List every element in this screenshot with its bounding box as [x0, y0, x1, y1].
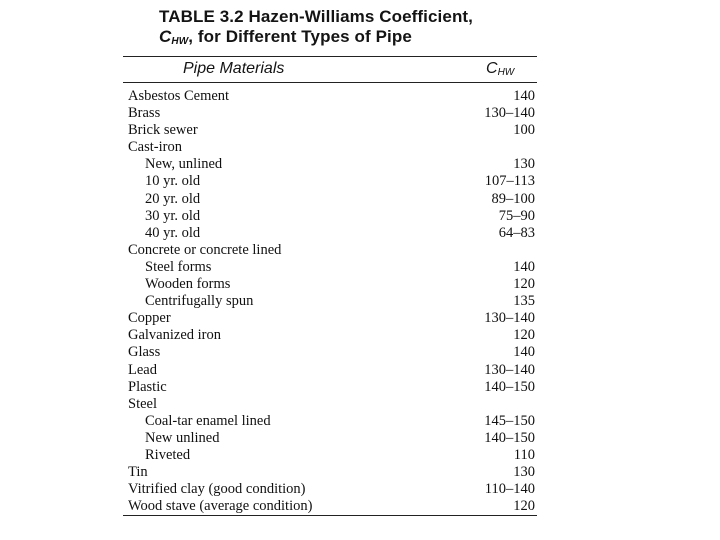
chw-value-cell: 140	[513, 258, 535, 275]
table-row	[123, 498, 537, 515]
pipe-material-cell: Wood stave (average condition)	[128, 498, 313, 515]
table-row	[123, 362, 537, 379]
pipe-material-cell: Lead	[128, 361, 157, 378]
header-bottom-rule	[123, 82, 537, 83]
column-header-pipe-materials: Pipe Materials	[183, 60, 285, 77]
chw-value-cell: 130	[513, 464, 535, 481]
chw-value-cell: 145–150	[484, 412, 535, 429]
pipe-material-cell: Copper	[128, 310, 171, 327]
pipe-material-cell: Wooden forms	[145, 276, 231, 293]
pipe-material-cell: 20 yr. old	[145, 190, 201, 207]
pipe-material-cell: Brick sewer	[128, 122, 198, 139]
pipe-material-cell: Concrete or concrete lined	[128, 241, 282, 258]
title-line-2-rest: , for Different Types of Pipe	[188, 27, 412, 46]
table-title-line-1: TABLE 3.2 Hazen-Williams Coefficient,	[159, 7, 474, 26]
table-row	[123, 208, 537, 225]
chw-value-cell: 64–83	[498, 224, 535, 241]
chw-value-cell: 130–140	[484, 105, 535, 122]
chw-value-cell: 75–90	[498, 207, 535, 224]
table-row	[123, 191, 537, 208]
chw-value-cell: 110–140	[484, 481, 535, 498]
table-row	[123, 173, 537, 190]
table-row	[123, 481, 537, 498]
table-row	[123, 156, 537, 173]
chw-value-cell: 140–150	[484, 429, 535, 446]
table-row	[123, 122, 537, 139]
table-bottom-rule	[123, 515, 537, 516]
pipe-material-cell: Centrifugally spun	[145, 293, 254, 310]
chw-value-cell: 135	[513, 293, 535, 310]
table-row	[123, 276, 537, 293]
pipe-material-cell: Tin	[128, 464, 148, 481]
table-row	[123, 259, 537, 276]
pipe-material-cell: Asbestos Cement	[128, 88, 230, 104]
pipe-material-cell: Coal-tar enamel lined	[145, 412, 271, 429]
chw-value-cell: 110	[513, 446, 535, 463]
table-top-rule	[123, 56, 537, 57]
chw-value-cell: 120	[513, 327, 535, 344]
chw-value-cell: 140	[513, 88, 535, 104]
table-row	[123, 464, 537, 481]
chw-value-cell: 140	[513, 344, 535, 361]
table-row	[123, 430, 537, 447]
table-row	[123, 242, 537, 259]
chw-value-cell: 100	[513, 122, 535, 139]
chw-value-cell: 130	[513, 156, 535, 173]
table-row	[123, 105, 537, 122]
pipe-material-cell: New unlined	[145, 429, 220, 446]
pipe-material-cell: Galvanized iron	[128, 327, 222, 344]
chw-value-cell: 120	[513, 276, 535, 293]
pipe-material-cell: 10 yr. old	[145, 173, 201, 190]
table-row	[123, 139, 537, 156]
pipe-material-cell: Vitrified clay (good condition)	[128, 481, 306, 498]
pipe-material-cell: Glass	[128, 344, 161, 361]
pipe-material-cell: Steel forms	[145, 258, 212, 275]
pipe-material-cell: Cast-iron	[128, 139, 182, 156]
title-symbol-letter: C	[159, 27, 172, 46]
chw-value-cell: 89–100	[491, 190, 535, 207]
pipe-material-cell: New, unlined	[145, 156, 223, 173]
table-title-line-2	[159, 27, 473, 47]
table-row	[123, 88, 537, 105]
pipe-material-cell: Brass	[128, 105, 161, 122]
table-row	[123, 310, 537, 327]
chw-value-cell: 130–140	[484, 361, 535, 378]
pipe-material-cell: Plastic	[128, 378, 167, 395]
table-row	[123, 379, 537, 396]
title-symbol	[159, 27, 188, 46]
pipe-material-cell: 30 yr. old	[145, 207, 201, 224]
chw-value-cell: 120	[513, 498, 535, 515]
column-header-chw-letter: C	[486, 60, 498, 77]
pipe-material-cell: 40 yr. old	[145, 224, 201, 241]
table-row	[123, 447, 537, 464]
pipe-material-cell: Steel	[128, 395, 157, 412]
table-row	[123, 225, 537, 242]
table-row	[123, 396, 537, 413]
table-row	[123, 327, 537, 344]
column-header-chw-subscript: HW	[497, 67, 515, 78]
table-row	[123, 413, 537, 430]
table-row	[123, 344, 537, 361]
table-body	[123, 88, 537, 515]
table-row	[123, 293, 537, 310]
column-header-chw	[486, 59, 514, 79]
pipe-material-cell: Riveted	[145, 446, 191, 463]
chw-value-cell: 140–150	[484, 378, 535, 395]
table-title	[159, 7, 473, 47]
chw-value-cell: 130–140	[484, 310, 535, 327]
chw-value-cell: 107–113	[484, 173, 535, 190]
title-symbol-subscript: HW	[171, 36, 189, 47]
